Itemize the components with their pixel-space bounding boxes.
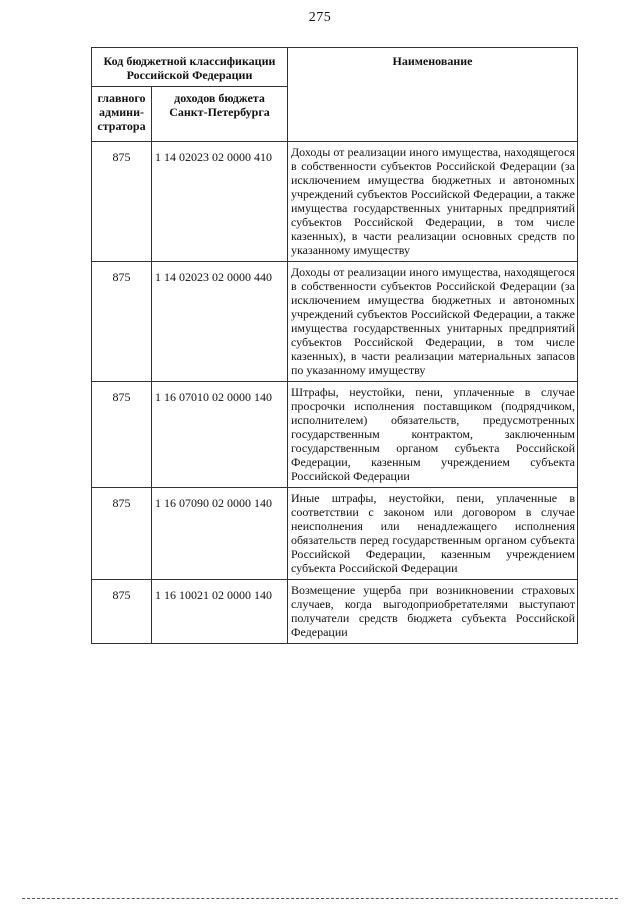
budget-classification-table	[91, 47, 578, 644]
table-row	[92, 142, 578, 262]
admin-code-cell: 875	[92, 488, 152, 580]
table-row	[92, 382, 578, 488]
revenue-name-cell: Доходы от реализации иного имущества, находящегося в собственности субъектов Российской Федерации (за исключением имущества бюджетных и автономных учреждений субъектов Российской Федерации, а также имущества государственных унитарных предприятий субъектов Российской Федерации, в том числе казенных), в части реализации основных средств по указанному имуществу	[288, 142, 578, 262]
table-row	[92, 262, 578, 382]
revenue-name-cell: Иные штрафы, неустойки, пени, уплаченные в соответствии с законом или договором в случае неисполнения или ненадлежащего исполнения обязательств перед государственным органом субъекта Российской Федерации, казенным учреждением субъекта Российской Федерации	[288, 488, 578, 580]
page-number: 275	[308, 10, 332, 25]
revenue-code-cell: 1 16 07090 02 0000 140	[152, 488, 288, 580]
subheader-admin: главного админи-стратора	[92, 87, 152, 142]
table-row	[92, 580, 578, 644]
table-header-row	[92, 48, 578, 87]
header-code: Код бюджетной классификации Российской Федерации	[92, 48, 288, 87]
scan-edge-divider	[22, 898, 618, 899]
admin-code-cell: 875	[92, 142, 152, 262]
revenue-name-cell: Штрафы, неустойки, пени, уплаченные в случае просрочки исполнения поставщиком (подрядчиком, исполнителем) обязательств, предусмотренных государственным контрактом, заключенным государственным органом субъекта Российской Федерации, казенным учреждением субъекта Российской Федерации	[288, 382, 578, 488]
admin-code-cell: 875	[92, 580, 152, 644]
revenue-code-cell: 1 16 10021 02 0000 140	[152, 580, 288, 644]
admin-code-cell: 875	[92, 382, 152, 488]
table-row	[92, 488, 578, 580]
revenue-code-cell: 1 14 02023 02 0000 440	[152, 262, 288, 382]
header-name: Наименование	[288, 48, 578, 142]
admin-code-cell: 875	[92, 262, 152, 382]
revenue-code-cell: 1 14 02023 02 0000 410	[152, 142, 288, 262]
revenue-name-cell: Возмещение ущерба при возникновении страховых случаев, когда выгодоприобретателями выступают получатели средств бюджета субъекта Российской Федерации	[288, 580, 578, 644]
revenue-name-cell: Доходы от реализации иного имущества, находящегося в собственности субъектов Российской Федерации (за исключением имущества бюджетных и автономных учреждений субъектов Российской Федерации, а также имущества государственных унитарных предприятий субъектов Российской Федерации, в том числе казенных), в части реализации материальных запасов по указанному имуществу	[288, 262, 578, 382]
subheader-revenue: доходов бюджета Санкт-Петербурга	[152, 87, 288, 142]
revenue-code-cell: 1 16 07010 02 0000 140	[152, 382, 288, 488]
